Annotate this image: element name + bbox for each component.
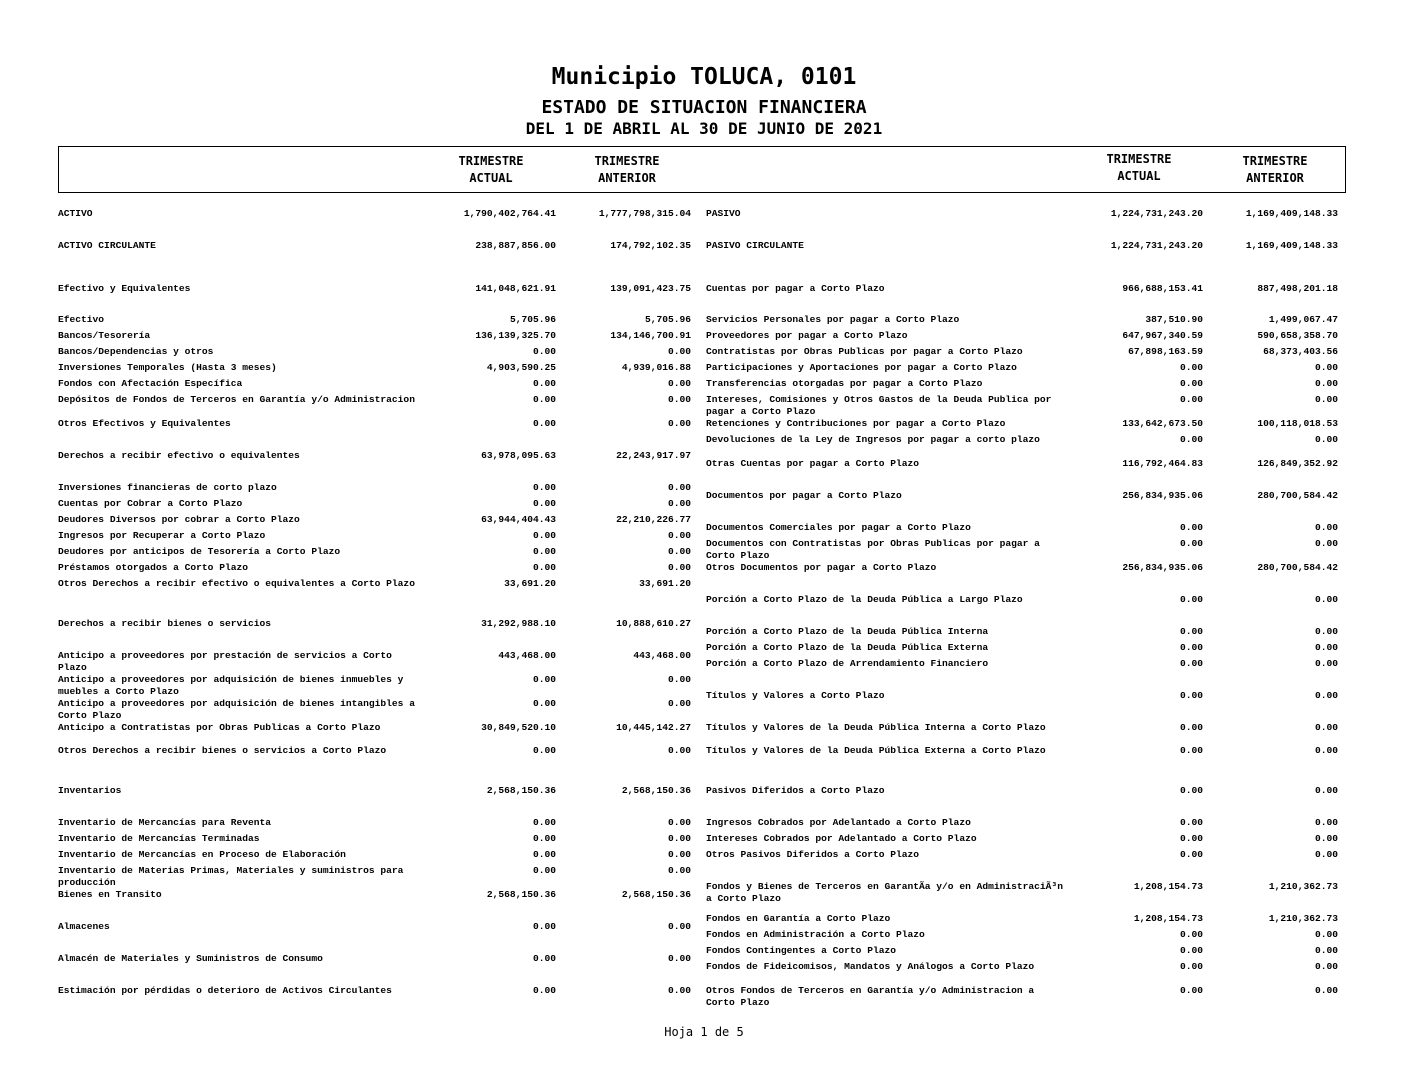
left-row-label: Inventario de Mercancías para Reventa: [58, 817, 272, 828]
left-row-label: Otros Efectivos y Equivalentes: [58, 418, 231, 429]
right-row-label: Retenciones y Contribuciones por pagar a Corto Plazo: [706, 418, 1006, 429]
left-row-label: Almacén de Materiales y Suministros de Consumo: [58, 953, 323, 964]
right-row-anterior-value: 280,700,584.42: [1257, 562, 1338, 573]
left-row-anterior-value: 0.00: [667, 482, 691, 493]
right-row-actual-value: 1,224,731,243.20: [1110, 240, 1203, 251]
left-row-anterior-value: 0.00: [667, 346, 691, 357]
left-row-actual-value: 63,944,404.43: [481, 514, 556, 525]
right-row-anterior-value: 126,849,352.92: [1257, 458, 1338, 469]
left-row-label: Bienes en Transito: [58, 889, 162, 900]
left-row-anterior-value: 2,568,150.36: [621, 785, 691, 796]
left-col-actual-header: [431, 153, 551, 187]
left-row-actual-value: 0.00: [532, 698, 556, 709]
left-row-label: ACTIVO CIRCULANTE: [58, 240, 156, 251]
right-row-actual-value: 1,208,154.73: [1133, 913, 1203, 924]
left-row-label: Bancos/Tesorería: [58, 330, 151, 341]
left-row-actual-value: 5,705.96: [509, 314, 556, 325]
municipality-title: Municipio TOLUCA, 0101: [551, 64, 857, 90]
left-row-actual-value: 4,903,590.25: [486, 362, 556, 373]
right-row-anterior-value: 0.00: [1314, 538, 1338, 549]
left-row-actual-value: 0.00: [532, 833, 556, 844]
left-row-anterior-value: 0.00: [667, 530, 691, 541]
right-row-label: Fondos y Bienes de Terceros en GarantÃa y/o en AdministraciÃ³n a Corto Plazo: [706, 881, 1063, 904]
left-row-label: Efectivo: [58, 314, 105, 325]
left-row-anterior-value: 1,777,798,315.04: [598, 208, 691, 219]
right-row-label: Documentos con Contratistas por Obras Publicas por pagar a Corto Plazo: [706, 538, 1040, 561]
right-row-label: Documentos por pagar a Corto Plazo: [706, 490, 902, 501]
left-row-anterior-value: 0.00: [667, 546, 691, 557]
left-row-label: Depósitos de Fondos de Terceros en Garantía y/o Administracion: [58, 394, 415, 405]
page-number: Hoja 1 de 5: [664, 1025, 744, 1039]
left-row-anterior-value: 22,243,917.97: [616, 450, 691, 461]
left-row-label: Estimación por pérdidas o deterioro de Activos Circulantes: [58, 985, 392, 996]
right-row-label: Participaciones y Aportaciones por pagar a Corto Plazo: [706, 362, 1017, 373]
right-anterior-header-line2: ANTERIOR: [1246, 171, 1304, 185]
left-row-label: Cuentas por Cobrar a Corto Plazo: [58, 498, 243, 509]
right-row-actual-value: 1,224,731,243.20: [1110, 208, 1203, 219]
right-row-actual-value: 67,898,163.59: [1128, 346, 1203, 357]
left-row-actual-value: 0.00: [532, 378, 556, 389]
right-row-actual-value: 133,642,673.50: [1122, 418, 1203, 429]
right-row-actual-value: 116,792,464.83: [1122, 458, 1203, 469]
left-row-label: Anticipo a proveedores por adquisición de bienes intangibles a Corto Plazo: [58, 698, 415, 721]
left-row-anterior-value: 0.00: [667, 865, 691, 876]
right-row-actual-value: 0.00: [1179, 961, 1203, 972]
right-row-actual-value: 0.00: [1179, 394, 1203, 405]
right-row-anterior-value: 887,498,201.18: [1257, 283, 1338, 294]
right-row-anterior-value: 0.00: [1314, 785, 1338, 796]
right-row-label: Otros Pasivos Diferidos a Corto Plazo: [706, 849, 920, 860]
right-row-label: Contratistas por Obras Publicas por pagar a Corto Plazo: [706, 346, 1023, 357]
left-row-anterior-value: 0.00: [667, 817, 691, 828]
left-row-anterior-value: 0.00: [667, 698, 691, 709]
right-row-anterior-value: 1,210,362.73: [1268, 913, 1338, 924]
left-row-actual-value: 0.00: [532, 562, 556, 573]
right-row-anterior-value: 0.00: [1314, 745, 1338, 756]
report-title: ESTADO DE SITUACION FINANCIERA: [541, 97, 867, 118]
right-row-actual-value: 0.00: [1179, 690, 1203, 701]
right-row-label: Documentos Comerciales por pagar a Corto Plazo: [706, 522, 971, 533]
right-row-anterior-value: 1,210,362.73: [1268, 881, 1338, 892]
right-row-label: Porción a Corto Plazo de Arrendamiento Financiero: [706, 658, 989, 669]
right-row-anterior-value: 0.00: [1314, 722, 1338, 733]
left-row-anterior-value: 0.00: [667, 378, 691, 389]
right-row-label: Títulos y Valores a Corto Plazo: [706, 690, 885, 701]
right-row-actual-value: 387,510.90: [1145, 314, 1203, 325]
right-row-anterior-value: 0.00: [1314, 849, 1338, 860]
left-row-anterior-value: 0.00: [667, 985, 691, 996]
right-row-actual-value: 0.00: [1179, 817, 1203, 828]
right-row-anterior-value: 0.00: [1314, 690, 1338, 701]
right-row-actual-value: 966,688,153.41: [1122, 283, 1203, 294]
left-row-anterior-value: 174,792,102.35: [610, 240, 691, 251]
left-actual-header-line1: TRIMESTRE: [458, 154, 524, 168]
right-row-label: Transferencias otorgadas por pagar a Corto Plazo: [706, 378, 983, 389]
left-row-label: Ingresos por Recuperar a Corto Plazo: [58, 530, 266, 541]
right-row-actual-value: 0.00: [1179, 833, 1203, 844]
left-row-anterior-value: 0.00: [667, 833, 691, 844]
left-row-label: Derechos a recibir efectivo o equivalentes: [58, 450, 300, 461]
right-row-anterior-value: 0.00: [1314, 378, 1338, 389]
left-row-actual-value: 0.00: [532, 546, 556, 557]
left-row-anterior-value: 2,568,150.36: [621, 889, 691, 900]
left-row-anterior-value: 0.00: [667, 498, 691, 509]
right-row-anterior-value: 0.00: [1314, 394, 1338, 405]
left-row-actual-value: 0.00: [532, 482, 556, 493]
right-row-label: Porción a Corto Plazo de la Deuda Pública a Largo Plazo: [706, 594, 1023, 605]
left-row-actual-value: 2,568,150.36: [486, 785, 556, 796]
right-row-label: Porción a Corto Plazo de la Deuda Pública Externa: [706, 642, 989, 653]
right-row-label: Fondos de Fideicomisos, Mandatos y Análogos a Corto Plazo: [706, 961, 1035, 972]
right-row-label: Devoluciones de la Ley de Ingresos por pagar a corto plazo: [706, 434, 1040, 445]
right-row-actual-value: 0.00: [1179, 745, 1203, 756]
left-row-actual-value: 2,568,150.36: [486, 889, 556, 900]
left-row-label: Efectivo y Equivalentes: [58, 283, 191, 294]
right-row-anterior-value: 100,118,018.53: [1257, 418, 1338, 429]
right-row-label: PASIVO CIRCULANTE: [706, 240, 804, 251]
left-row-actual-value: 31,292,988.10: [481, 618, 556, 629]
left-row-label: Otros Derechos a recibir bienes o servicios a Corto Plazo: [58, 745, 387, 756]
right-row-actual-value: 0.00: [1179, 362, 1203, 373]
left-row-anterior-value: 10,888,610.27: [616, 618, 691, 629]
right-row-actual-value: 0.00: [1179, 785, 1203, 796]
left-row-actual-value: 0.00: [532, 985, 556, 996]
left-row-label: Otros Derechos a recibir efectivo o equivalentes a Corto Plazo: [58, 578, 415, 589]
left-row-anterior-value: 10,445,142.27: [616, 722, 691, 733]
right-col-actual-header: [1079, 151, 1199, 185]
left-row-label: ACTIVO: [58, 208, 93, 219]
left-row-anterior-value: 0.00: [667, 849, 691, 860]
right-row-actual-value: 0.00: [1179, 929, 1203, 940]
right-row-actual-value: 647,967,340.59: [1122, 330, 1203, 341]
left-row-anterior-value: 22,210,226.77: [616, 514, 691, 525]
right-row-actual-value: 0.00: [1179, 522, 1203, 533]
left-row-anterior-value: 0.00: [667, 394, 691, 405]
report-period: DEL 1 DE ABRIL AL 30 DE JUNIO DE 2021: [525, 119, 883, 138]
right-row-label: Proveedores por pagar a Corto Plazo: [706, 330, 908, 341]
right-actual-header-line2: ACTUAL: [1117, 169, 1161, 183]
right-row-label: Servicios Personales por pagar a Corto Plazo: [706, 314, 960, 325]
left-row-anterior-value: 4,939,016.88: [621, 362, 691, 373]
left-row-anterior-value: 443,468.00: [633, 650, 691, 661]
right-row-label: Fondos Contingentes a Corto Plazo: [706, 945, 896, 956]
left-row-label: Almacenes: [58, 921, 110, 932]
right-row-anterior-value: 280,700,584.42: [1257, 490, 1338, 501]
right-row-label: Fondos en Administración a Corto Plazo: [706, 929, 925, 940]
right-row-label: Pasivos Diferidos a Corto Plazo: [706, 785, 885, 796]
right-row-anterior-value: 0.00: [1314, 362, 1338, 373]
right-row-anterior-value: 68,373,403.56: [1263, 346, 1338, 357]
left-row-actual-value: 0.00: [532, 745, 556, 756]
right-row-actual-value: 0.00: [1179, 945, 1203, 956]
right-row-anterior-value: 0.00: [1314, 945, 1338, 956]
right-anterior-header-line1: TRIMESTRE: [1242, 154, 1308, 168]
right-row-anterior-value: 0.00: [1314, 929, 1338, 940]
left-row-label: Bancos/Dependencias y otros: [58, 346, 214, 357]
left-row-label: Deudores Diversos por cobrar a Corto Plazo: [58, 514, 300, 525]
right-row-label: PASIVO: [706, 208, 741, 219]
left-row-actual-value: 443,468.00: [498, 650, 556, 661]
left-row-label: Préstamos otorgados a Corto Plazo: [58, 562, 248, 573]
left-anterior-header-line2: ANTERIOR: [598, 171, 656, 185]
right-row-label: Otros Fondos de Terceros en Garantía y/o Administracion a Corto Plazo: [706, 985, 1035, 1008]
right-row-actual-value: 0.00: [1179, 378, 1203, 389]
right-row-label: Porción a Corto Plazo de la Deuda Pública Interna: [706, 626, 989, 637]
left-row-actual-value: 0.00: [532, 418, 556, 429]
right-row-actual-value: 1,208,154.73: [1133, 881, 1203, 892]
left-row-actual-value: 0.00: [532, 817, 556, 828]
right-row-anterior-value: 0.00: [1314, 817, 1338, 828]
right-row-label: Fondos en Garantía a Corto Plazo: [706, 913, 891, 924]
right-row-anterior-value: 0.00: [1314, 594, 1338, 605]
right-row-anterior-value: 0.00: [1314, 642, 1338, 653]
right-row-anterior-value: 1,169,409,148.33: [1245, 240, 1338, 251]
left-row-actual-value: 238,887,856.00: [475, 240, 556, 251]
right-row-anterior-value: 0.00: [1314, 658, 1338, 669]
left-row-label: Inventario de Materias Primas, Materiales y suministros para producción: [58, 865, 404, 888]
right-row-label: Otros Documentos por pagar a Corto Plazo: [706, 562, 937, 573]
left-row-anterior-value: 139,091,423.75: [610, 283, 691, 294]
right-row-label: Intereses, Comisiones y Otros Gastos de la Deuda Publica por pagar a Corto Plazo: [706, 394, 1052, 417]
left-row-label: Anticipo a proveedores por adquisición de bienes inmuebles y muebles a Corto Plazo: [58, 674, 404, 697]
right-row-actual-value: 0.00: [1179, 434, 1203, 445]
right-row-actual-value: 0.00: [1179, 626, 1203, 637]
left-row-anterior-value: 0.00: [667, 921, 691, 932]
right-actual-header-line1: TRIMESTRE: [1106, 152, 1172, 166]
left-row-anterior-value: 33,691.20: [639, 578, 691, 589]
right-row-anterior-value: 1,499,067.47: [1268, 314, 1338, 325]
right-row-anterior-value: 0.00: [1314, 833, 1338, 844]
right-row-label: Ingresos Cobrados por Adelantado a Corto Plazo: [706, 817, 971, 828]
left-row-actual-value: 141,048,621.91: [475, 283, 556, 294]
left-row-anterior-value: 134,146,700.91: [610, 330, 691, 341]
right-row-actual-value: 256,834,935.06: [1122, 490, 1203, 501]
left-row-anterior-value: 0.00: [667, 418, 691, 429]
left-row-label: Anticipo a Contratistas por Obras Publicas a Corto Plazo: [58, 722, 381, 733]
right-row-anterior-value: 0.00: [1314, 961, 1338, 972]
right-row-actual-value: 0.00: [1179, 658, 1203, 669]
left-row-actual-value: 63,978,095.63: [481, 450, 556, 461]
right-row-anterior-value: 0.00: [1314, 522, 1338, 533]
right-row-anterior-value: 1,169,409,148.33: [1245, 208, 1338, 219]
right-row-actual-value: 0.00: [1179, 849, 1203, 860]
left-row-anterior-value: 0.00: [667, 674, 691, 685]
left-row-actual-value: 0.00: [532, 865, 556, 876]
right-row-anterior-value: 590,658,358.70: [1257, 330, 1338, 341]
left-row-actual-value: 30,849,520.10: [481, 722, 556, 733]
left-row-actual-value: 0.00: [532, 953, 556, 964]
right-row-actual-value: 0.00: [1179, 594, 1203, 605]
right-row-label: Intereses Cobrados por Adelantado a Corto Plazo: [706, 833, 977, 844]
left-row-actual-value: 0.00: [532, 849, 556, 860]
left-row-label: Inversiones financieras de corto plazo: [58, 482, 277, 493]
left-row-anterior-value: 0.00: [667, 745, 691, 756]
left-row-actual-value: 136,139,325.70: [475, 330, 556, 341]
left-row-label: Deudores por anticipos de Tesorería a Corto Plazo: [58, 546, 341, 557]
right-row-anterior-value: 0.00: [1314, 985, 1338, 996]
left-row-label: Inventario de Mercancías Terminadas: [58, 833, 260, 844]
right-row-actual-value: 0.00: [1179, 538, 1203, 549]
right-row-label: Títulos y Valores de la Deuda Pública Interna a Corto Plazo: [706, 722, 1046, 733]
left-row-actual-value: 0.00: [532, 346, 556, 357]
left-row-anterior-value: 0.00: [667, 562, 691, 573]
right-row-actual-value: 0.00: [1179, 722, 1203, 733]
right-row-label: Otras Cuentas por pagar a Corto Plazo: [706, 458, 920, 469]
left-row-label: Inventario de Mercancías en Proceso de Elaboración: [58, 849, 346, 860]
right-col-anterior-header: [1215, 153, 1335, 187]
left-actual-header-line2: ACTUAL: [469, 171, 513, 185]
column-header-box: [58, 146, 1346, 193]
left-row-label: Inventarios: [58, 785, 122, 796]
left-row-label: Derechos a recibir bienes o servicios: [58, 618, 272, 629]
left-row-label: Inversiones Temporales (Hasta 3 meses): [58, 362, 277, 373]
right-row-actual-value: 0.00: [1179, 642, 1203, 653]
left-row-actual-value: 1,790,402,764.41: [463, 208, 556, 219]
left-row-actual-value: 0.00: [532, 921, 556, 932]
left-row-actual-value: 0.00: [532, 498, 556, 509]
left-row-label: Fondos con Afectación Específica: [58, 378, 243, 389]
left-row-anterior-value: 0.00: [667, 953, 691, 964]
left-col-anterior-header: [567, 153, 687, 187]
left-row-actual-value: 0.00: [532, 674, 556, 685]
left-row-anterior-value: 5,705.96: [644, 314, 691, 325]
left-row-actual-value: 0.00: [532, 394, 556, 405]
right-row-actual-value: 0.00: [1179, 985, 1203, 996]
right-row-label: Cuentas por pagar a Corto Plazo: [706, 283, 885, 294]
right-row-actual-value: 256,834,935.06: [1122, 562, 1203, 573]
left-row-label: Anticipo a proveedores por prestación de servicios a Corto Plazo: [58, 650, 392, 673]
right-row-anterior-value: 0.00: [1314, 626, 1338, 637]
right-row-label: Títulos y Valores de la Deuda Pública Externa a Corto Plazo: [706, 745, 1046, 756]
left-anterior-header-line1: TRIMESTRE: [594, 154, 660, 168]
left-row-actual-value: 33,691.20: [504, 578, 556, 589]
right-row-anterior-value: 0.00: [1314, 434, 1338, 445]
left-row-actual-value: 0.00: [532, 530, 556, 541]
